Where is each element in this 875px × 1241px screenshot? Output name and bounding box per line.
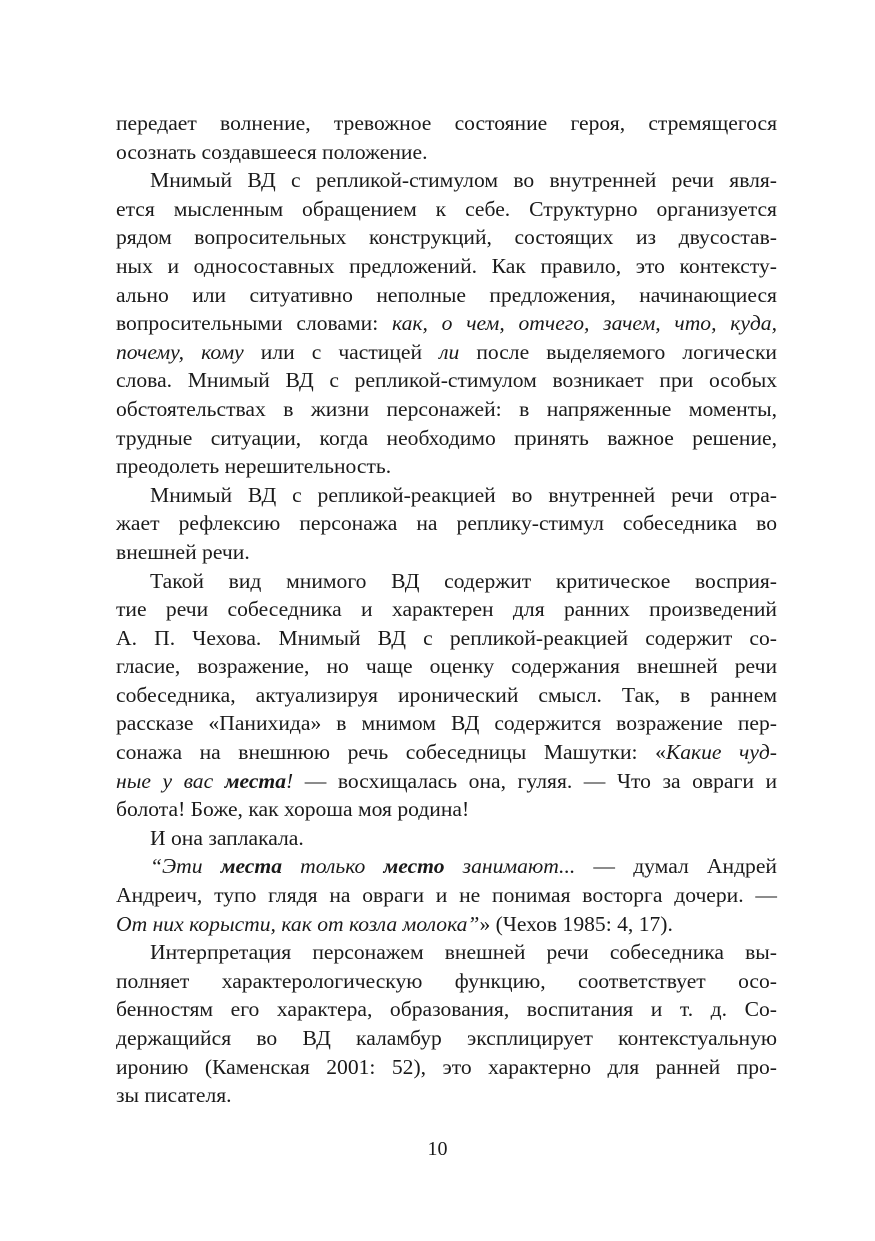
text-line: осознать создавшееся положение. xyxy=(116,139,428,164)
text-line: держащийся во ВД каламбур эксплицирует контекстуальную xyxy=(116,1026,777,1050)
text-line: болота! Боже, как хороша моя родина! xyxy=(116,797,470,822)
italic-run: “Эти xyxy=(150,854,221,879)
italic-run: почему, кому xyxy=(116,339,244,364)
text-line xyxy=(116,338,777,367)
page-number: 10 xyxy=(427,1138,448,1160)
text-run: вопросительными словами: xyxy=(116,311,393,336)
text-run: — думал Андрей xyxy=(575,854,777,879)
text-line: Мнимый ВД с репликой-реакцией во внутренней речи отра- xyxy=(150,482,777,507)
text-line: ется мысленным обращением к себе. Структурно организуется xyxy=(116,196,777,221)
paragraph xyxy=(116,567,777,824)
text-run: сонажа на внешнюю речь собеседницы Машутки: « xyxy=(116,740,666,765)
bold-italic-run: места xyxy=(220,854,282,879)
text-line: рядом вопросительных конструкций, состоящих из двусостав- xyxy=(116,225,777,250)
text-line: полняет характерологическую функцию, соответствует осо- xyxy=(116,968,777,993)
paragraph xyxy=(116,481,777,567)
text-run: — восхищалась она, гуляя. — Что за овраги и xyxy=(293,768,777,793)
italic-run: ! xyxy=(286,768,294,793)
text-line: Такой вид мнимого ВД содержит критическое восприя- xyxy=(150,568,777,593)
page-body xyxy=(116,109,777,1110)
text-line: слова. Мнимый ВД с репликой-стимулом возникает при особых xyxy=(116,368,777,393)
text-line: собеседника, актуализируя иронический смысл. Так, в раннем xyxy=(116,682,777,707)
italic-run: только xyxy=(282,854,384,879)
text-line xyxy=(116,852,777,881)
text-run: или с частицей xyxy=(243,339,440,364)
text-line: ных и односоставных предложений. Как правило, это контексту- xyxy=(116,253,777,278)
paragraph xyxy=(116,166,777,481)
paragraph xyxy=(116,109,777,166)
paragraph xyxy=(116,824,777,853)
text-line: бенностям его характера, образования, воспитания и т. д. Со- xyxy=(116,997,777,1022)
italic-run: От них корысти, как от козла молока” xyxy=(116,911,480,936)
italic-run: Какие чуд- xyxy=(665,740,777,765)
text-line: жает рефлексию персонажа на реплику-стимул собеседника во xyxy=(116,511,777,536)
text-line: рассказе «Панихида» в мнимом ВД содержится возражение пер- xyxy=(116,711,777,736)
italic-run: как, о чем, отчего, зачем, что, куда, xyxy=(392,311,777,336)
text-line: А. П. Чехова. Мнимый ВД с репликой-реакцией содержит со- xyxy=(116,625,777,650)
text-line: трудные ситуации, когда необходимо принять важное решение, xyxy=(116,425,777,450)
text-line: Андреич, тупо глядя на овраги и не понимая восторга дочери. — xyxy=(116,883,777,908)
bold-italic-run: место xyxy=(383,854,445,879)
italic-run: ли xyxy=(439,339,460,364)
bold-italic-run: места xyxy=(224,768,287,793)
text-line: обстоятельствах в жизни персонажей: в напряженные моменты, xyxy=(116,396,777,421)
text-line xyxy=(116,910,777,939)
text-line: И она заплакала. xyxy=(150,825,304,850)
text-line: тие речи собеседника и характерен для ранних произведений xyxy=(116,597,777,622)
text-line: Интерпретация персонажем внешней речи собеседника вы- xyxy=(150,940,777,965)
text-line: преодолеть нерешительность. xyxy=(116,454,392,479)
text-line: передает волнение, тревожное состояние героя, стремящегося xyxy=(116,111,777,135)
text-line: зы писателя. xyxy=(116,1083,232,1108)
italic-run: ные у вас xyxy=(116,768,225,793)
text-line: гласие, возражение, но чаще оценку содержания внешней речи xyxy=(116,654,777,679)
text-line: Мнимый ВД с репликой-стимулом во внутренней речи явля- xyxy=(150,168,777,193)
paragraph xyxy=(116,852,777,938)
text-line: внешней речи. xyxy=(116,539,250,564)
text-line xyxy=(116,767,777,796)
paragraph xyxy=(116,938,777,1110)
text-line: ально или ситуативно неполные предложения, начинающиеся xyxy=(116,282,777,307)
text-run: » (Чехов 1985: 4, 17). xyxy=(479,911,673,936)
text-line xyxy=(116,309,777,338)
text-line: иронию (Каменская 2001: 52), это характерно для ранней про- xyxy=(116,1054,777,1079)
text-run: после выделяемого логически xyxy=(459,339,777,364)
text-line xyxy=(116,738,777,767)
italic-run: занимают... xyxy=(444,854,576,879)
